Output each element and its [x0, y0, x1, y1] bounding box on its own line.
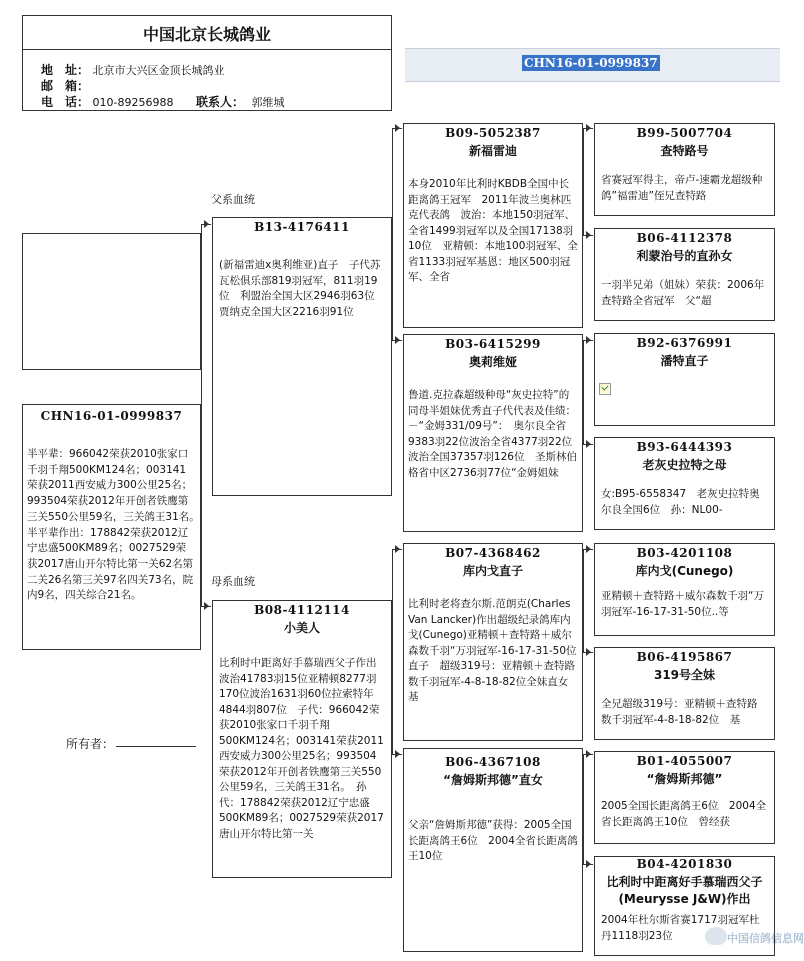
ggp-name: 老灰史拉特之母	[642, 458, 727, 472]
phone-label: 电 话：	[41, 95, 90, 109]
postcode-label: 邮 箱：	[41, 79, 90, 93]
connector	[583, 128, 584, 235]
arrow-icon	[395, 336, 400, 344]
great-grandparent-card	[594, 228, 775, 321]
grandparent-name: 奥莉维娅	[468, 355, 517, 369]
image-placeholder-icon	[599, 383, 611, 395]
pigeon-logo-icon	[705, 927, 727, 945]
owner-label: 所有者：	[66, 737, 115, 751]
great-grandparent-card	[594, 123, 775, 216]
arrow-icon	[395, 124, 400, 132]
father-description: (新福雷迪x奥利维亚)直子 子代苏瓦松俱乐部819羽冠军，811羽19位 利盟治全国大区2946羽63位 贾纳克全国大区2216羽91位	[219, 259, 386, 318]
grandparent-card	[403, 123, 583, 328]
father-ring-number: B13-4176411	[254, 220, 350, 234]
arrow-icon	[586, 750, 591, 758]
father-card	[212, 217, 392, 496]
ggp-description: 女:B95-6558347 老灰史拉特奥尔良全国6位 孙：NL00-	[601, 488, 760, 516]
ggp-ring-number: B01-4055007	[636, 754, 733, 768]
ggp-name: 利蒙治号的直孙女	[636, 249, 733, 263]
connector	[392, 128, 393, 340]
phone-row	[41, 93, 285, 110]
grandparent-card	[403, 543, 583, 741]
ggp-description: 一羽半兄弟（姐妹）荣获：2006年查特路全省冠军 父“超	[601, 279, 765, 307]
arrow-icon	[586, 648, 591, 656]
owner-signature-line	[116, 746, 196, 747]
mother-name: 小美人	[283, 621, 320, 635]
connector	[583, 754, 584, 864]
ggp-ring-number: B06-4112378	[636, 231, 733, 245]
connector	[583, 340, 584, 444]
ggp-name: 查特路号	[660, 144, 709, 158]
arrow-icon	[204, 220, 209, 228]
grandparent-card	[403, 334, 583, 532]
arrow-icon	[586, 124, 591, 132]
arrow-icon	[586, 860, 591, 868]
title-underline	[23, 49, 391, 50]
ggp-description: 2004年杜尔斯省赛1717羽冠军杜丹1118羽23位	[601, 914, 760, 942]
contact-label: 联系人：	[196, 95, 245, 109]
address-label: 地 址：	[41, 63, 90, 77]
ggp-description: 全兄超级319号：亚精顿＋查特路数千羽冠军-4-8-18-82位 基	[601, 698, 758, 726]
arrow-icon	[204, 602, 209, 610]
arrow-icon	[586, 440, 591, 448]
grandparent-description: 本身2010年比利时KBDB全国中长距离鸽王冠军 2011年波兰奥林匹克代表鸽 波治：本地150羽冠军、全省1499羽冠军以及全国17138羽10位 亚精顿：本地100羽冠军、全省1133羽冠军基恩：地区500羽冠军、全省	[408, 178, 578, 283]
ggp-ring-number: B92-6376991	[636, 336, 733, 350]
grandparent-ring-number: B07-4368462	[445, 546, 541, 560]
ggp-name: “詹姆斯邦德”	[646, 772, 723, 786]
grandparent-description: 鲁道.克拉森超级种母“灰史拉特”的同母半姐妹优秀直子代代表及佳绩：－“金姆331/09号”： 奥尔良全省9383羽22位波治全省4377羽22位 波治全国37357羽126位 圣斯林伯格省中区2736羽77位“金姆姐妹	[408, 389, 583, 479]
ggp-description: 2005全国长距离鸽王6位 2004全省长距离鸽王10位 曾经获	[601, 800, 767, 828]
great-grandparent-card	[594, 543, 775, 636]
subject-ring-number: CHN16-01-0999837	[40, 409, 183, 423]
grandparent-ring-number: B09-5052387	[445, 126, 541, 140]
connector	[392, 549, 393, 754]
mother-ring-number: B08-4112114	[254, 603, 350, 617]
ggp-ring-number: B03-4201108	[636, 546, 733, 560]
mother-line-label: 母系血统	[211, 575, 255, 588]
arrow-icon	[586, 336, 591, 344]
ggp-ring-number: B93-6444393	[636, 440, 733, 454]
arrow-icon	[395, 750, 400, 758]
ggp-name: 潘特直子	[660, 354, 709, 368]
grandparent-description: 父亲“詹姆斯邦德”获得：2005全国长距离鸽王6位 2004全省长距离鸽王10位	[408, 819, 578, 862]
phone-value: 010-89256988	[92, 96, 174, 109]
address-value: 北京市大兴区金顶长城鸽业	[92, 64, 225, 77]
watermark-text: 中国信鸽信息网	[727, 932, 804, 945]
contact-value: 郭维城	[251, 96, 285, 109]
grandparent-name: “詹姆斯邦德”直女	[443, 773, 543, 787]
arrow-icon	[395, 545, 400, 553]
connector	[201, 224, 202, 606]
grandparent-name: 库内戈直子	[462, 564, 523, 578]
watermark-logo	[705, 925, 804, 951]
breeder-title: 中国北京长城鸽业	[142, 25, 271, 44]
ggp-name: 319号全妹	[653, 668, 716, 682]
postcode-row	[41, 77, 89, 94]
banner-ring-number[interactable]: CHN16-01-0999837	[524, 56, 658, 70]
ggp-ring-number: B06-4195867	[636, 650, 733, 664]
arrow-icon	[586, 231, 591, 239]
great-grandparent-card	[594, 333, 775, 426]
father-line-label: 父系血统	[211, 193, 255, 206]
ggp-ring-number: B04-4201830	[636, 857, 733, 871]
ggp-name: 比利时中距离好手慕瑞西父子(Meurysse J&W)作出	[606, 875, 763, 906]
grandparent-name: 新福雷迪	[468, 144, 517, 158]
ggp-description: 省赛冠军得主，帝卢-速霸龙超级种鸽”福雷迪”侄兄查特路	[601, 174, 763, 202]
subject-card	[22, 404, 206, 650]
great-grandparent-card	[594, 647, 775, 740]
connector	[583, 549, 584, 652]
breeder-info-card	[22, 15, 392, 111]
ggp-name: 库内戈(Cunego)	[635, 564, 734, 578]
grandparent-card	[403, 748, 583, 952]
grandparent-ring-number: B06-4367108	[445, 755, 541, 769]
mother-description: 比利时中距离好手慕瑞西父子作出波治41783羽15位亚精顿8277羽170位波治1631羽60位拉索特年4844羽807位 子代：966042荣获2010张家口千羽千翔500KM124名；003141荣获2011西安威力300公里25名；993504荣获2012年开创者铁鹰第三关550公里59名，三关鸽王31名。 孙代：178842荣获2012辽宁忠盛500KM89名；0027529荣获2017唐山开尔特比第一关	[219, 657, 384, 840]
arrow-icon	[586, 545, 591, 553]
grandparent-description: 比利时老将查尔斯.范朗克(Charles Van Lancker)作出超级纪录鸽库内戈(Cunego)亚精顿＋查特路＋威尔森数千羽“万羽冠军-16-17-31-50位直子 超级319号：亚精顿＋查特路数千羽冠军-4-8-18-82位全妹直女 基	[408, 598, 579, 703]
ggp-description: 亚精顿＋查特路＋威尔森数千羽“万羽冠军-16-17-31-50位..等	[601, 590, 764, 618]
address-row	[41, 61, 225, 78]
grandparent-ring-number: B03-6415299	[445, 337, 541, 351]
pigeon-photo-placeholder	[22, 233, 201, 370]
mother-card	[212, 600, 392, 878]
great-grandparent-card	[594, 751, 775, 844]
subject-description: 半平辈：966042荣获2010张家口千羽千翔500KM124名；003141荣获2011西安威力300公里25名；993504荣获2012年开创者铁鹰第三关550公里59名，三关鸽王31名。 半平辈作出：178842荣获2012辽宁忠盛500KM89名；0027529荣获2017唐山开尔特比第一关62名第二关26名第三关97名四关73名，院内9名，四关综合21名。	[27, 448, 206, 602]
ggp-ring-number: B99-5007704	[636, 126, 733, 140]
great-grandparent-card	[594, 437, 775, 530]
